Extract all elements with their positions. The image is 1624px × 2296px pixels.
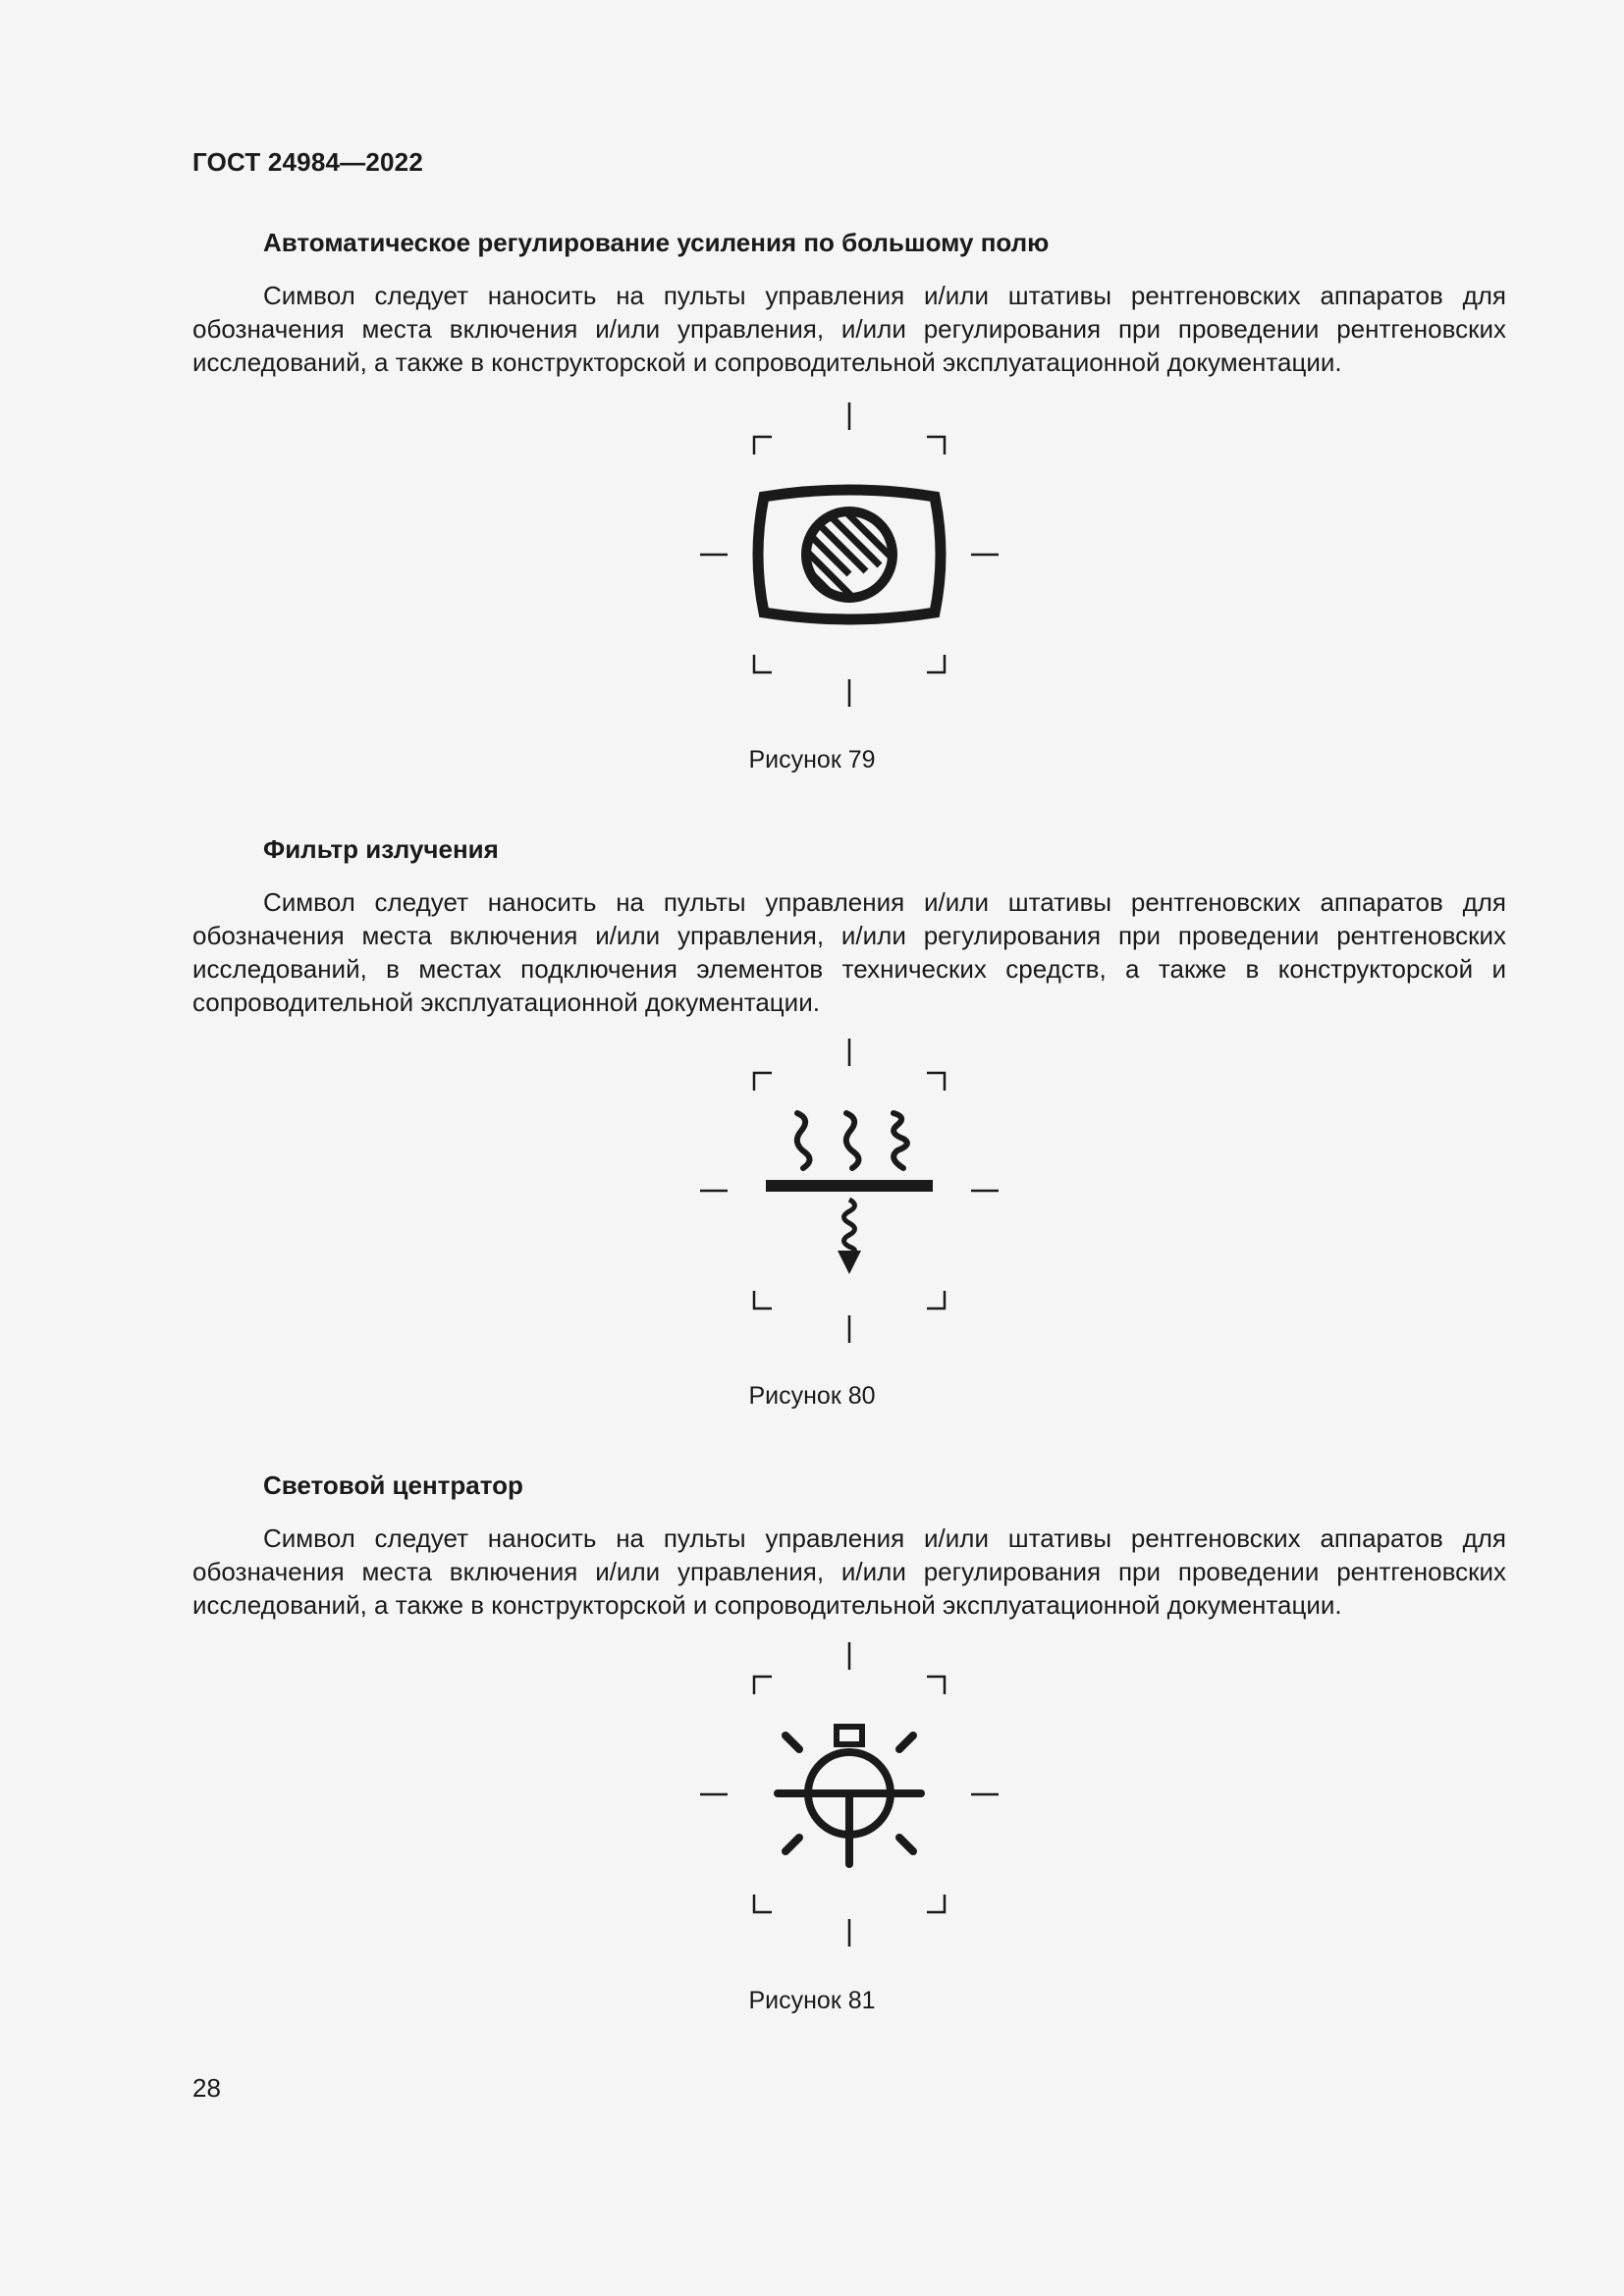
figure-caption: Рисунок 79 — [748, 746, 876, 774]
section-light-centering-device — [192, 1468, 1506, 1622]
section-text: Символ следует наносить на пульты управления и/или штативы рентгеновских аппаратов для обозначения места включения и/или управления, и/или регулирования при проведении рентгеновских исследований, а также в конструкторской и сопроводительной эксплуатационной документации. — [192, 281, 1506, 377]
section-title: Фильтр излучения — [263, 834, 499, 864]
section-radiation-filter — [192, 832, 1506, 1019]
page-number: 28 — [192, 2073, 221, 2103]
figure-caption: Рисунок 81 — [748, 1987, 876, 2014]
document-header: ГОСТ 24984—2022 — [192, 147, 423, 177]
section-automatic-gain-control — [192, 226, 1506, 379]
section-text: Символ следует наносить на пульты управления и/или штативы рентгеновских аппаратов для обозначения места включения и/или управления, и/или регулирования при проведении рентгеновских исследований, в местах подключения элементов технических средств, а также в конструкторской и сопроводительной эксплуатационной документации. — [192, 887, 1506, 1017]
section-text: Символ следует наносить на пульты управления и/или штативы рентгеновских аппаратов для обозначения места включения и/или управления, и/или регулирования при проведении рентгеновских исследований, а также в конструкторской и сопроводительной эксплуатационной документации. — [192, 1523, 1506, 1620]
figure-80 — [697, 1039, 1001, 1343]
section-title: Автоматическое регулирование усиления по большому полю — [263, 228, 1050, 257]
figure-caption: Рисунок 80 — [748, 1382, 876, 1410]
figure-79 — [697, 402, 1001, 707]
radiation-filter-icon — [697, 1039, 1001, 1343]
light-centering-device-icon — [697, 1642, 1001, 1947]
figure-81 — [697, 1642, 1001, 1947]
section-title: Световой центратор — [263, 1470, 523, 1500]
automatic-gain-control-icon — [697, 402, 1001, 707]
